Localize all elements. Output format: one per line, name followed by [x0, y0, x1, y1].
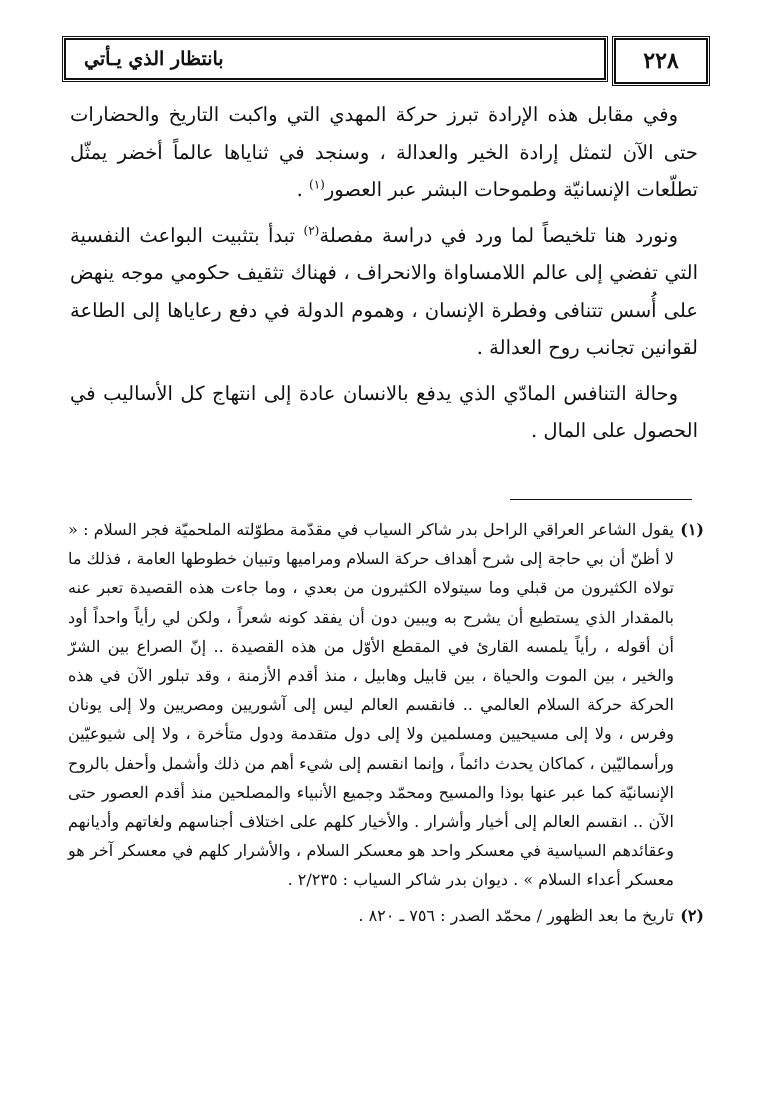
footnote-ref[interactable]: (١) [309, 177, 325, 192]
page-header [60, 38, 708, 84]
paragraph-text: وفي مقابل هذه الإرادة تبرز حركة المهدي التي واكبت التاريخ والحضارات حتى الآن لتمثل إرادة الخير والعدالة ، وسنجد في ثناياها عالماً أخضر يمثّل تطلّعات الإنسانيّة وطموحات البشر عبر العصور [70, 103, 698, 201]
paragraph-text: وحالة التنافس المادّي الذي يدفع بالانسان عادة إلى انتهاج كل الأساليب في الحصول على المال . [70, 381, 698, 442]
footnote [68, 515, 704, 895]
footnotes [68, 515, 704, 930]
footnote-marker: (٢) [680, 905, 704, 925]
paragraph [70, 217, 698, 367]
footnote-ref[interactable]: (٢) [303, 223, 320, 237]
footnote-marker: (١) [680, 520, 704, 539]
footnote-text [68, 901, 674, 930]
running-title-text: بانتظار الذي يـأتي [84, 48, 224, 70]
footnote-separator [510, 499, 692, 500]
footnote-text [68, 515, 674, 895]
page-number-text: ٢٢٨ [643, 48, 679, 74]
footnote-body: تاريخ ما بعد الظهور / محمّد الصدر : ٧٥٦ ـ ٨٢٠ . [358, 905, 674, 925]
running-title [64, 38, 606, 80]
paragraph [70, 96, 698, 209]
paragraph-text: تبدأ بتثبيت البواعث النفسية التي تفضي إلى عالم اللامساواة والانحراف ، فهناك تثقيف حكومي موجه ينهض على أُسس تتنافى وفطرة الإنسان ، وهموم الدولة في دفع رعاياها إلى الطاعة لقوانين تجانب روح العدالة . [70, 223, 698, 359]
paragraph-end: . [296, 178, 310, 201]
footnote-body: يقول الشاعر العراقي الراحل بدر شاكر السياب في مقدّمة مطوّلته الملحميّة فجر السلام : « لا أظنّ أن بي حاجة إلى شرح أهداف حركة السلام ومراميها وتبيان خطوطها العامة ، فذلك ما تولاه الكثيرون من قبلي وما سيتولاه الكثيرون من بعدي ، وما جاءت هذه القصيدة تعبر عنه بالمقدار الذي يستطيع أن يشرح به ويبين دون أن يفقد كونه شعراً ، ولكن لي رأياً واحداً أود أن أقوله ، رأياً يلمسه القارئ في المقطع الأوّل من هذه القصيدة .. إنّ الصراع بين الشرّ والخير ، بين الموت والحياة ، بين قابيل وهابيل ، منذ أقدم الأزمنة ، وقد تبلور الآن في هذه الحركة حركة السلام العالمي .. فانقسم العالم ليس إلى آشوريين ومصريين ولا إلى يونان وفرس ، ولا إلى مسيحيين ومسلمين ولا إلى دول متقدمة ودول متأخرة ، ولا إلى شيوعيّين ورأسماليّين ، كماكان يحدث دائماً ، وإنما انقسم إلى شيء أهم من ذلك وأشمل وأحفل بالروح الإنسانيّة كما عبر عنها بوذا والمسيح ومحمّد وجميع الأنبياء والمصلحين منذ أقدم العصور حتى الآن .. انقسم العالم إلى أخيار وأشرار . والأخيار كلهم على اختلاف أجناسهم ولغاتهم وأديانهم وعقائدهم السياسية في معسكر واحد هو معسكر السلام ، والأشرار كلهم في معسكر آخر هو معسكر أعداء السلام » . ديوان بدر شاكر السياب : ٢/٢٣٥ . [68, 520, 674, 890]
paragraph [70, 375, 698, 450]
main-text [70, 96, 698, 458]
page-number [614, 38, 708, 84]
paragraph-text: ونورد هنا تلخيصاً لما ورد في دراسة مفصلة [319, 223, 678, 247]
footnote [68, 901, 704, 930]
